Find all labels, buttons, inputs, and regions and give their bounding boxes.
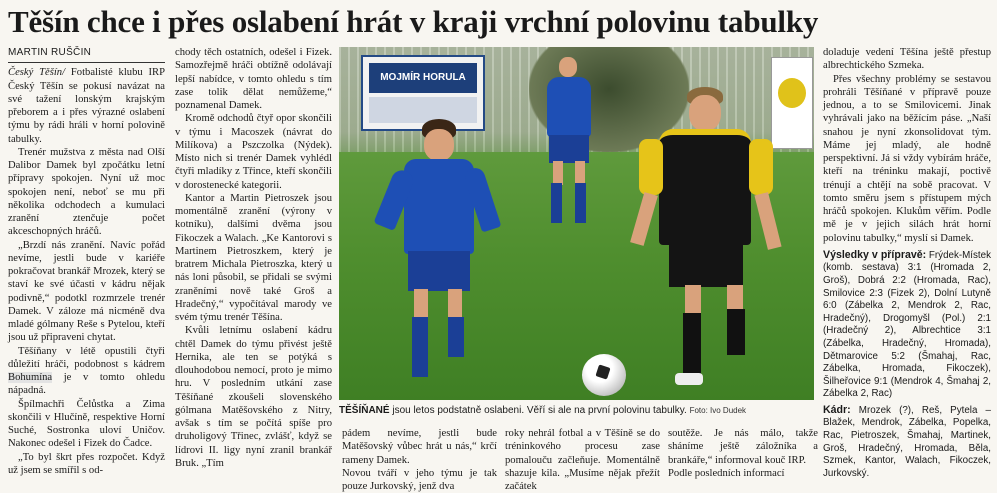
- photo-caption: [339, 404, 819, 418]
- photo-credit: Foto: Ivo Dudek: [689, 406, 747, 415]
- dateline: Český Těšín/: [8, 67, 66, 79]
- article-column-3: pádem nevíme, jestli bude Matěšovský vůbec hrát u nás,“ krčí rameny Damek. Novou tváří v jeho týmu je tak pouze Jurkovský, jenž dva: [342, 428, 497, 492]
- logo-emblem: [778, 78, 806, 108]
- paragraph: chody těch ostatních, odešel i Fizek. Samozřejmě hráči obtížně odolávají lepší nabídce, v tomto ohledu s tím zase tolik dělat nemůžeme,“ poznamenal Damek.: [175, 47, 332, 111]
- results-paragraph: [823, 249, 991, 401]
- player-blue-back: [539, 57, 599, 232]
- paragraph: Kantor a Martin Pietroszek jsou momentálně zranění (výrony v kotníku), dalšími dvěma jsou Fikoczek a Walach. „Ke Kantorovi s Martinem Pietroszkem, který je bratrem Michala Pietroszka, který u nás loni působil, se přidali se svými zraněními nově také Groš a Hradečný,“ vypočítával marody ve svém týmu trenér Těšína.: [175, 192, 332, 323]
- article-column-5: soutěže. Je nás málo, takže sháníme ještě záložníka a brankáře,“ informoval kouč IRP. Podle posledních informací: [668, 428, 818, 479]
- article-column-6: [823, 46, 991, 492]
- caption-lead: TĚŠÍŇANÉ: [339, 405, 390, 416]
- player-blue-front: [384, 119, 494, 389]
- caption-text: jsou letos podstatně oslabeni. Věří si ale na první polovinu tabulky.: [389, 405, 687, 416]
- paragraph: Trenér mužstva z města nad Olší Dalibor Damek byl zpočátku letní přípravy spokojen. Nyní už moc spokojen není, neboť se mu při několika odchodech a kumulaci zranění ztenčuje počet akceschopných hráčů.: [8, 146, 165, 238]
- byline: MARTIN RUŠČIN: [8, 46, 165, 63]
- paragraph: Přes všechny problémy se sestavou prohráli Těšíňané v přípravě pouze jednou, a to se Smilovicemi. Jinak vyhrávali jako na běžícím páse. „Naší snahou je nyní zkonsolidovat tým. Máme jej mladý, ale hodně perspektivní. Já si vždy vybírám hráče, kteří na tréninku makají, poctivě trénují a chtějí na sobě pracovat. V tomto směru jsem s přístupem mých hráčů spokojen. Klukům věřím. Podle mě je v jejich silách hrát horní polovinu tabulky,“ myslí si Damek.: [823, 73, 991, 244]
- headline: Těšín chce i přes oslabení hrát v kraji vrchní polovinu tabulky: [8, 4, 819, 39]
- paragraph: doladuje vedení Těšína ještě přestup albrechtického Szmeka.: [823, 47, 991, 72]
- player-black-yellow: [639, 87, 779, 392]
- squad-label: Kádr:: [823, 403, 851, 416]
- article-column-4: roky nehrál fotbal a v Těšíně se do tréninkového procesu zase pomalouču začleňuje. Momentálně shazuje kila. „Musíme nějak přežít začátek: [505, 428, 660, 492]
- squad-list: Mrozek (?), Reš, Pytela – Blažek, Mendrok, Zábelka, Popelka, Rac, Pietroszek, Šmahaj, Martinek, Groš, Hradečný, Hromada, Běla, Szmek, Kantor, Walach, Fikoczek, Jurkovský.: [823, 404, 991, 479]
- squad-paragraph: [823, 404, 991, 481]
- match-photo: [339, 47, 814, 400]
- banner-text: MOJMÍR HORULA: [369, 63, 477, 93]
- paragraph: Těšíňany v létě opustili čtyři důležití hráči, podobnost s kádrem Bohumína je v tomto ohledu nápadná.: [8, 345, 165, 397]
- paragraph: Kvůli letnímu oslabení kádru chtěl Damek do týmu přivést ještě Hernika, ale ten se potýká s dlouhodobou nemocí, proto je mimo hru. V posledním utkání zase Těšíňané zkoušeli slovenského gólmana Matěšovského z Nitry, avšak s tím se počítá spíše pro druholigový Třinec, zvlášť, když se lídrovi II. ligy nyní zranil brankář Bruk. „Tím: [175, 325, 332, 469]
- paragraph: „Brzdí nás zranění. Navíc pořád nevíme, jestli bude v kariéře pokračovat brankář Mrozek, který se staví ke své účasti v kádru nějak podivně,“ podotkl rozmrzele trenér Damek. V záloze má nicméně dva mladé gólmany Reše s Pytelou, kteří jsou už připraveni chytat.: [8, 239, 165, 344]
- paragraph: Český Těšín/ Fotbalisté klubu IRP Český Těšín se pokusí navázat na své tažení lonským krajským přeborem a i přes výrazné oslabení týmu by rádi hráli v horní polovině tabulky.: [8, 67, 165, 145]
- highlighted-word: Bohumína: [8, 372, 53, 383]
- paragraph: „To byl škrt přes rozpočet. Když už jsem se smířil s od-: [8, 451, 165, 476]
- football: [582, 354, 626, 396]
- article-column-2: [175, 46, 332, 469]
- paragraph: Kromě odchodů čtyř opor skončili v týmu i Macoszek (návrat do Milíkova) a Pszczolka (Nýdek). Místo nich si trenér Damek vyhlédl čtyři mladíky z Třince, kteří skončili v dorostenecké kategorii.: [175, 113, 332, 191]
- paragraph: Špílmachři Čelůstka a Zima skončili v Hlučíně, respektive Horní Suché, Sostronka uloví Uničov. Nakonec odešel i Fizek do Čadce.: [8, 398, 165, 450]
- results-list: Frýdek-Místek (komb. sestava) 3:1 (Hromada 2, Groš), Dobrá 2:2 (Hromada, Rac), Smilovice 2:3 (Fizek 2), Dolní Lutyně 6:0 (Zábelka 2, Mendrok 2, Rac, Hradečný), Drogomyšl (Pol.) 2:1 (Hradečný 2), Albrechtice 3:1 (Zábelka, Hradečný, Hromada), Dětmarovice 5:2 (Šmahaj, Rac, Zábelka, Hromada, Fikoczek), Šilheřovice 9:1 (Mendrok 4, Šmahaj 2, Zábelka 2, Rac): [823, 249, 991, 400]
- article-column-1: [8, 46, 165, 492]
- results-label: Výsledky v přípravě:: [823, 248, 927, 261]
